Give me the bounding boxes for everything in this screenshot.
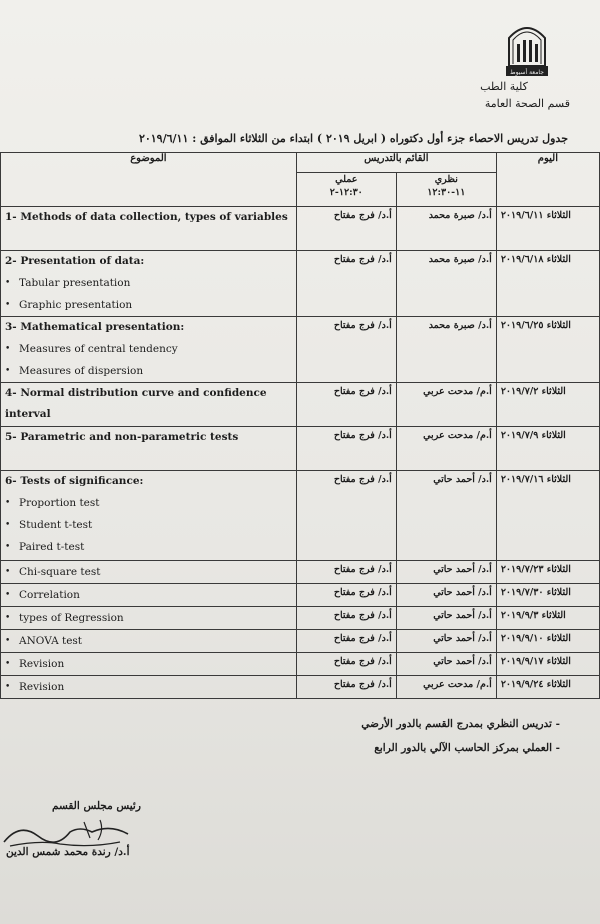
topic-cell xyxy=(1,653,297,676)
day-cell: الثلاثاء ٢٠١٩/٦/١١ xyxy=(496,207,599,251)
topic-cell xyxy=(1,676,297,699)
schedule-table xyxy=(0,152,600,699)
table-row xyxy=(1,317,600,383)
subtopic-item: • Revision xyxy=(5,653,292,675)
topic-cell xyxy=(1,630,297,653)
faculty-name: كلية الطب xyxy=(480,80,528,93)
day-cell: الثلاثاء ٢٠١٩/٧/٩ xyxy=(496,427,599,471)
topic-cell xyxy=(1,207,297,251)
header-theoretical xyxy=(396,173,496,207)
day-cell: الثلاثاء ٢٠١٩/٧/٢٣ xyxy=(496,561,599,584)
note-theory-location: - تدريس النظري بمدرج القسم بالدور الأرضي xyxy=(361,718,560,730)
practical-teacher-cell: أ.د/ فرج مفتاح xyxy=(296,427,396,471)
department-name: قسم الصحة العامة xyxy=(484,97,570,110)
header-practical xyxy=(296,173,396,207)
day-cell: الثلاثاء ٢٠١٩/٩/٢٤ xyxy=(496,676,599,699)
svg-text:جامعة أسيوط: جامعة أسيوط xyxy=(510,69,544,76)
subtopic-item: • Student t-test xyxy=(5,514,292,536)
practical-teacher-cell: أ.د/ فرج مفتاح xyxy=(296,653,396,676)
theory-teacher-cell: أ.م/ مدحت عربي xyxy=(396,676,496,699)
theory-teacher-cell: أ.د/ أحمد حاتي xyxy=(396,471,496,561)
day-cell: الثلاثاء ٢٠١٩/٧/٢ xyxy=(496,383,599,427)
day-cell: الثلاثاء ٢٠١٩/٦/١٨ xyxy=(496,251,599,317)
topic-cell xyxy=(1,471,297,561)
day-cell: الثلاثاء ٢٠١٩/٩/٣ xyxy=(496,607,599,630)
topic-title: 5- Parametric and non-parametric tests xyxy=(5,431,239,443)
subtopic-item: • Chi-square test xyxy=(5,561,292,583)
table-row xyxy=(1,676,600,699)
theory-teacher-cell: أ.م/ مدحت عربي xyxy=(396,383,496,427)
header-theoretical-time: ١١-١٢:٣٠ xyxy=(427,187,466,198)
day-cell: الثلاثاء ٢٠١٩/٩/١٧ xyxy=(496,653,599,676)
theory-teacher-cell: أ.د/ صبرة محمد xyxy=(396,207,496,251)
header-practical-label: عملي xyxy=(335,174,358,185)
signature-title: رئيس مجلس القسم xyxy=(52,800,141,812)
topic-title: 6- Tests of significance: xyxy=(5,475,144,487)
practical-teacher-cell: أ.د/ فرج مفتاح xyxy=(296,251,396,317)
topic-title: 2- Presentation of data: xyxy=(5,255,145,267)
topic-cell xyxy=(1,427,297,471)
table-row xyxy=(1,383,600,427)
subtopic-item: • ANOVA test xyxy=(5,630,292,652)
topic-cell xyxy=(1,584,297,607)
subtopic-item: • Correlation xyxy=(5,584,292,606)
topic-title: 4- Normal distribution curve and confidence interval xyxy=(5,387,267,420)
subtopic-item: • Proportion test xyxy=(5,492,292,514)
topic-cell xyxy=(1,607,297,630)
header-topic: الموضوع xyxy=(1,153,297,207)
practical-teacher-cell: أ.د/ فرج مفتاح xyxy=(296,561,396,584)
topic-cell xyxy=(1,251,297,317)
practical-teacher-cell: أ.د/ فرج مفتاح xyxy=(296,630,396,653)
practical-teacher-cell: أ.د/ فرج مفتاح xyxy=(296,676,396,699)
theory-teacher-cell: أ.د/ أحمد حاتي xyxy=(396,584,496,607)
day-cell: الثلاثاء ٢٠١٩/٧/٣٠ xyxy=(496,584,599,607)
practical-teacher-cell: أ.د/ فرج مفتاح xyxy=(296,207,396,251)
header-practical-time: ١٢:٣٠-٢ xyxy=(329,187,363,198)
practical-teacher-cell: أ.د/ فرج مفتاح xyxy=(296,317,396,383)
day-cell: الثلاثاء ٢٠١٩/٧/١٦ xyxy=(496,471,599,561)
subtopic-item: • Measures of central tendency xyxy=(5,338,292,360)
day-cell: الثلاثاء ٢٠١٩/٩/١٠ xyxy=(496,630,599,653)
practical-teacher-cell: أ.د/ فرج مفتاح xyxy=(296,584,396,607)
practical-teacher-cell: أ.د/ فرج مفتاح xyxy=(296,471,396,561)
subtopic-item: • Revision xyxy=(5,676,292,698)
topic-title: 1- Methods of data collection, types of variables xyxy=(5,211,288,223)
header-teacher: القائم بالتدريس xyxy=(296,153,496,173)
topic-cell xyxy=(1,383,297,427)
note-practical-location: - العملي بمركز الحاسب الآلي بالدور الرابع xyxy=(374,742,560,754)
table-row xyxy=(1,630,600,653)
theory-teacher-cell: أ.د/ أحمد حاتي xyxy=(396,653,496,676)
table-row xyxy=(1,653,600,676)
notes xyxy=(361,712,560,760)
table-row xyxy=(1,584,600,607)
theory-teacher-cell: أ.د/ أحمد حاتي xyxy=(396,630,496,653)
day-cell: الثلاثاء ٢٠١٩/٦/٢٥ xyxy=(496,317,599,383)
table-row xyxy=(1,471,600,561)
university-logo-icon xyxy=(503,16,551,78)
subtopic-item: • types of Regression xyxy=(5,607,292,629)
subtopic-item: • Paired t-test xyxy=(5,536,292,558)
theory-teacher-cell: أ.د/ أحمد حاتي xyxy=(396,607,496,630)
table-row xyxy=(1,561,600,584)
practical-teacher-cell: أ.د/ فرج مفتاح xyxy=(296,383,396,427)
table-row xyxy=(1,251,600,317)
subtopic-item: • Graphic presentation xyxy=(5,294,292,316)
practical-teacher-cell: أ.د/ فرج مفتاح xyxy=(296,607,396,630)
topic-cell xyxy=(1,561,297,584)
subtopic-item: • Measures of dispersion xyxy=(5,360,292,382)
table-row xyxy=(1,607,600,630)
topic-cell xyxy=(1,317,297,383)
theory-teacher-cell: أ.د/ صبرة محمد xyxy=(396,251,496,317)
signatory-name: أ.د/ رندة محمد شمس الدين xyxy=(6,846,130,858)
document-title: جدول تدريس الاحصاء جزء أول دكتوراه ( ابريل ٢٠١٩ ) ابتداء من الثلاثاء الموافق : ٢٠١٩/٦/١١ xyxy=(138,132,568,145)
table-row xyxy=(1,427,600,471)
theory-teacher-cell: أ.م/ مدحت عربي xyxy=(396,427,496,471)
theory-teacher-cell: أ.د/ صبرة محمد xyxy=(396,317,496,383)
theory-teacher-cell: أ.د/ أحمد حاتي xyxy=(396,561,496,584)
table-row xyxy=(1,207,600,251)
topic-title: 3- Mathematical presentation: xyxy=(5,321,185,333)
header-day: اليوم xyxy=(496,153,599,207)
header-theoretical-label: نظري xyxy=(434,174,458,185)
subtopic-item: • Tabular presentation xyxy=(5,272,292,294)
